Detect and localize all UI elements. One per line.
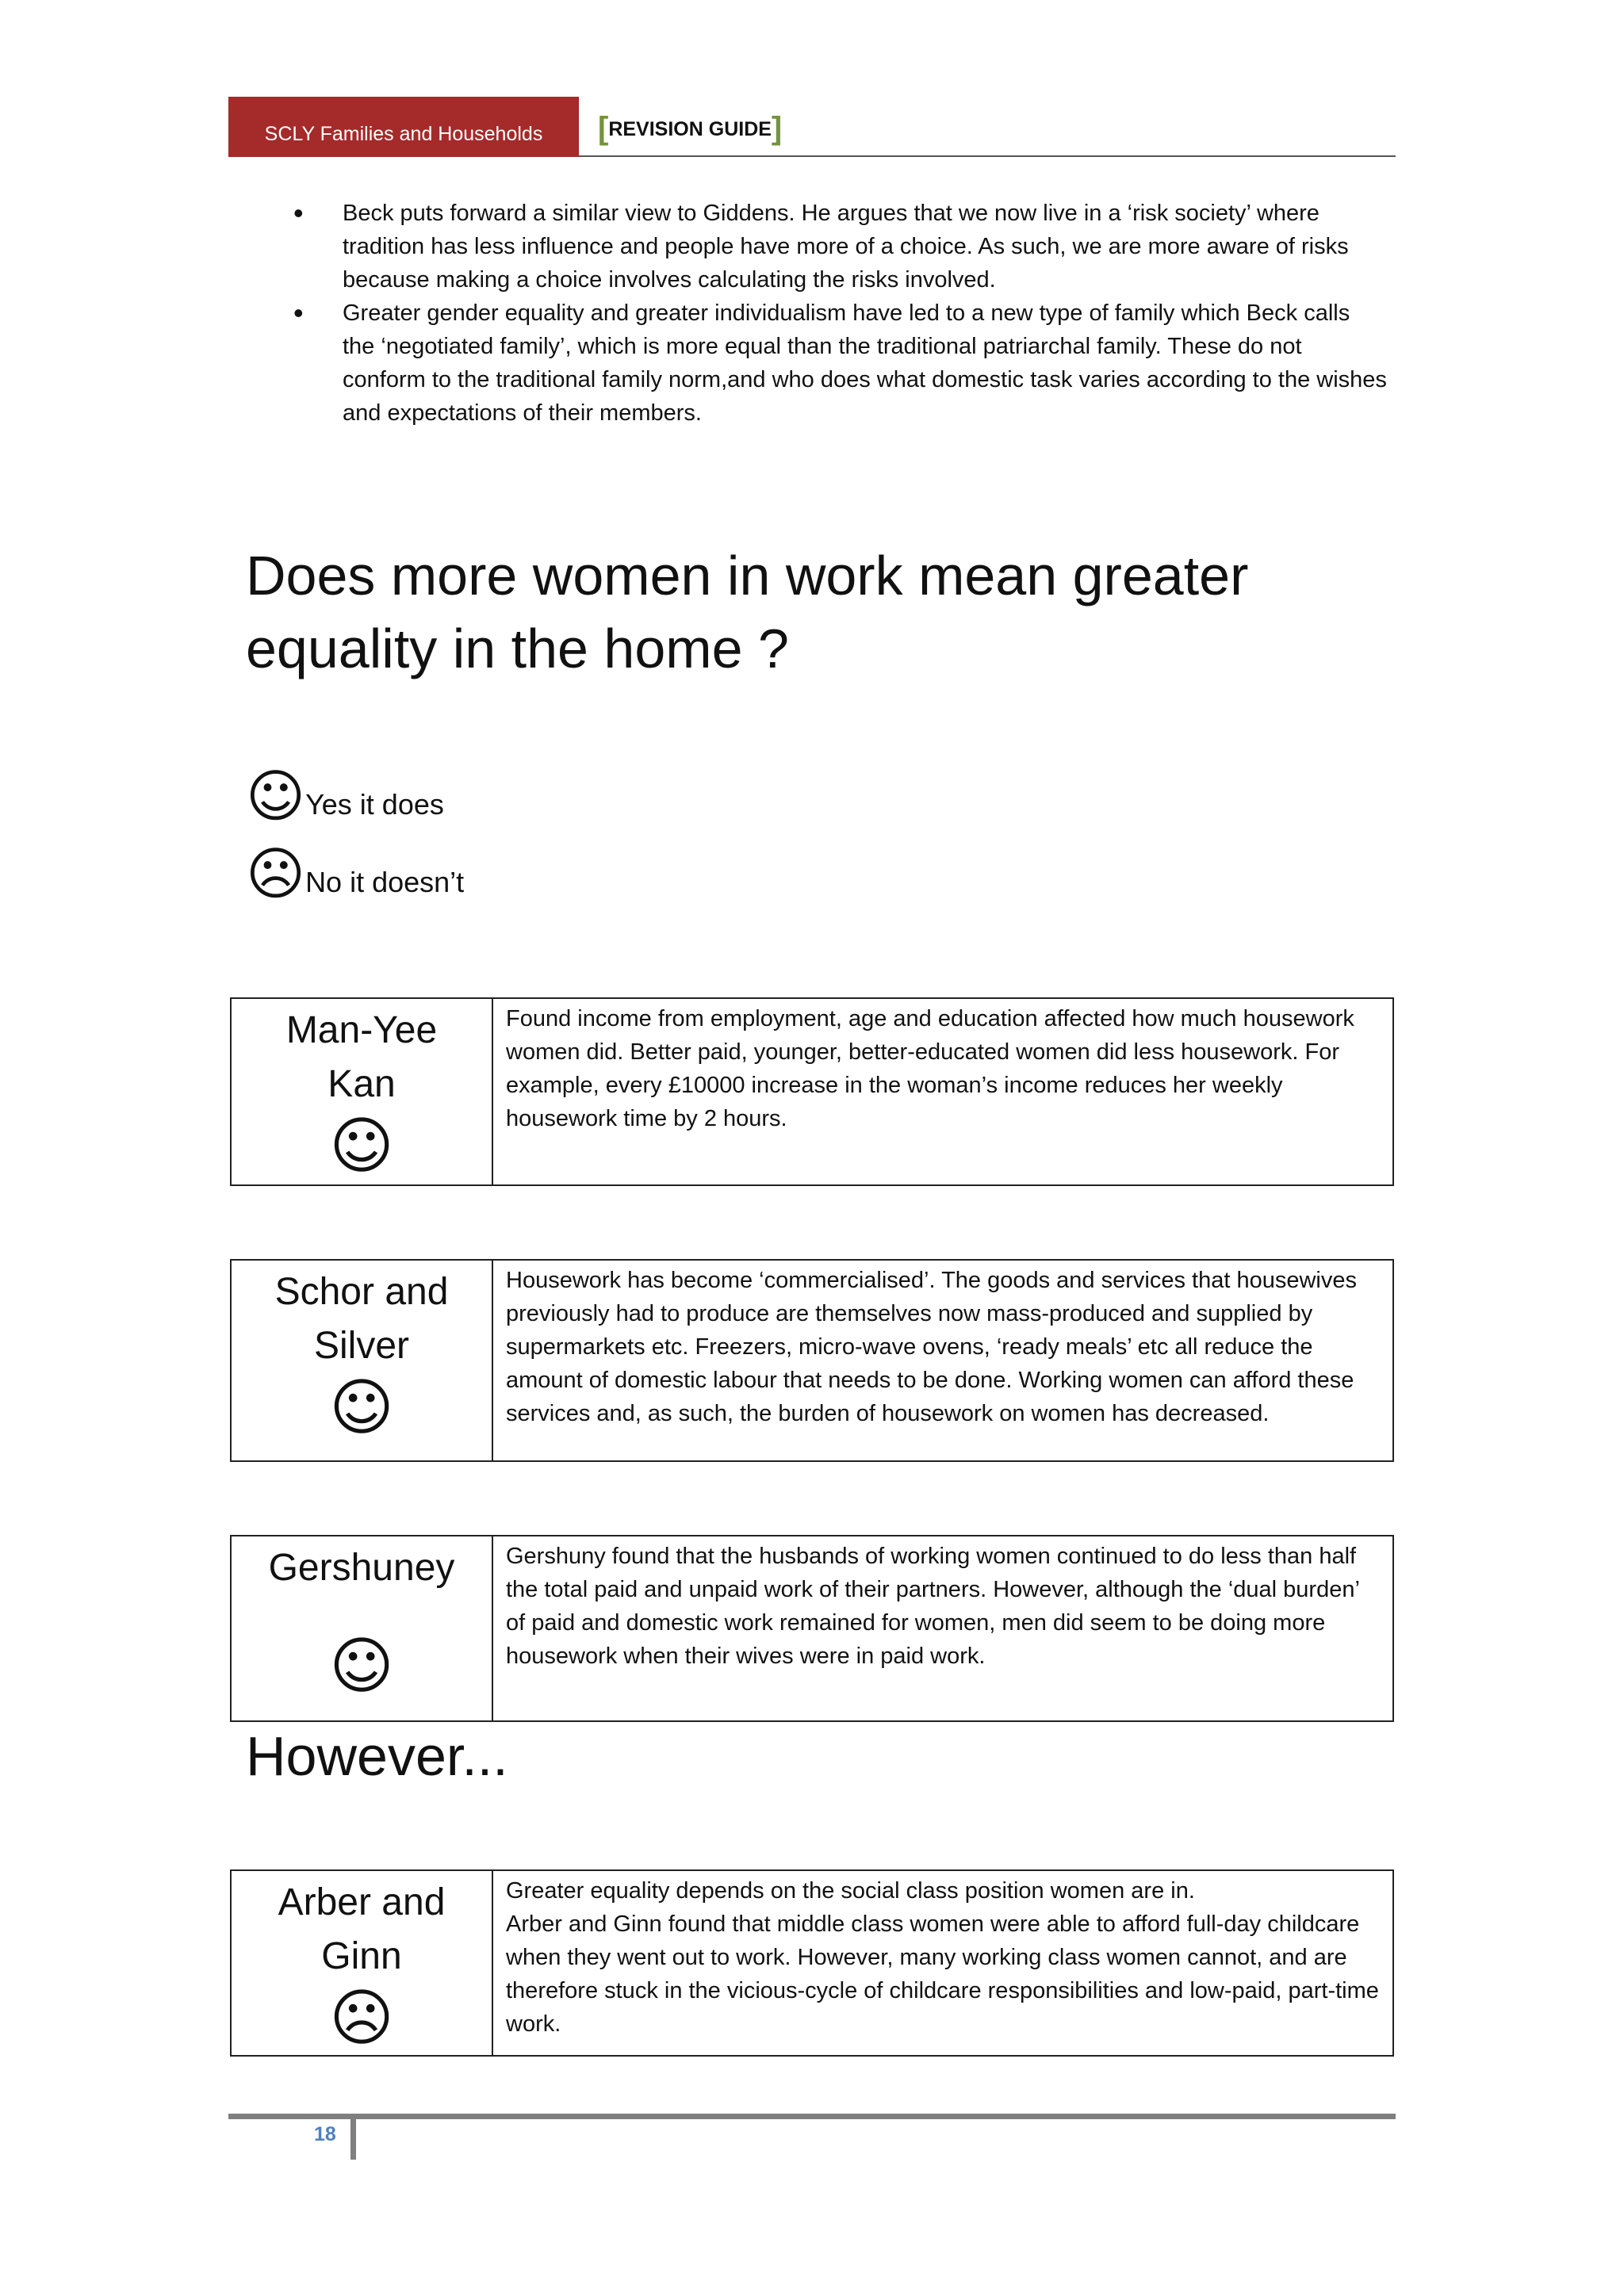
frowny-face-icon: ☹ <box>329 1983 394 2054</box>
legend-no-label: No it doesn’t <box>305 866 465 898</box>
study-name: Arber and <box>278 1881 446 1923</box>
bullet-list <box>285 197 1388 430</box>
study-box-arber-and-ginn <box>230 1869 1394 2057</box>
page-number: 18 <box>314 2123 336 2145</box>
study-name-cell <box>232 1871 493 2055</box>
study-box-man-yee-kan <box>230 997 1394 1186</box>
smiley-face-icon: ☺ <box>329 1111 394 1182</box>
study-name-cell <box>232 1536 493 1720</box>
study-text-block <box>493 1871 1392 2055</box>
study-name: Ginn <box>321 1935 402 1977</box>
page-header <box>228 97 1396 157</box>
study-text: Arber and Ginn found that middle class women were able to afford full-day childcare when they went out to work. However, many working class women cannot, and are therefore stuck in the vicious-cycle of childcare responsibilities and low-paid, part-time work. <box>506 1911 1379 2037</box>
however-heading: However... <box>246 1725 508 1787</box>
study-name: Schor and <box>274 1271 449 1313</box>
study-name: Kan <box>327 1063 396 1105</box>
guide-text: REVISION GUIDE <box>608 118 772 140</box>
header-course-tab <box>228 97 579 157</box>
bullet-item: • Beck puts forward a similar view to Giddens. He argues that we now live in a ‘risk society’ where tradition has less influence and people have more of a choice. As such, we are more aware of risks because making a choice involves calculating the risks involved. <box>285 197 1388 297</box>
smiley-face-icon: ☺ <box>246 763 306 829</box>
legend-no <box>246 840 465 907</box>
legend-yes <box>246 763 444 829</box>
frowny-face-icon: ☹ <box>246 840 306 907</box>
header-rule <box>579 155 1396 157</box>
bullet-item: • Greater gender equality and greater individualism have led to a new type of family which Beck calls the ‘negotiated family’, which is more equal than the traditional patriarchal family. These do not conform to the traditional family norm,and who does what domestic task varies according to the wishes and expectations of their members. <box>285 297 1388 430</box>
footer-divider <box>350 2114 356 2160</box>
study-name-cell <box>232 999 493 1184</box>
smiley-face-icon: ☺ <box>329 1631 394 1702</box>
study-box-schor-and-silver <box>230 1259 1394 1462</box>
section-heading: Does more women in work mean greater equality in the home ? <box>246 545 1249 679</box>
study-name: Silver <box>313 1325 410 1367</box>
study-text: Found income from employment, age and education affected how much housework women did. Better paid, younger, better-educated women did less housework. For example, every £10000 increase in the woman’s income reduces her weekly housework time by 2 hours. <box>506 1006 1354 1131</box>
study-name: Man-Yee <box>285 1009 438 1051</box>
bracket-open: [ <box>598 111 609 146</box>
smiley-face-icon: ☺ <box>329 1372 394 1444</box>
footer-rule <box>228 2114 1396 2119</box>
study-text: Gershuny found that the husbands of working women continued to do less than half the total paid and unpaid work of their partners. However, although the ‘dual burden’ of paid and domestic work remained for women, men did seem to be doing more housework when their wives were in paid work. <box>506 1544 1359 1669</box>
study-text-intro: Greater equality depends on the social class position women are in. <box>506 1878 1195 1904</box>
study-text: Housework has become ‘commercialised’. The goods and services that housewives previously had to produce are themselves now mass-produced and supplied by supermarkets etc. Freezers, micro-wave ovens, ‘ready meals’ etc all reduce the amount of domestic labour that needs to be done. Working women can afford these services and, as such, the burden of housework on women has decreased. <box>506 1268 1357 1426</box>
study-box-gershuney <box>230 1535 1394 1722</box>
study-name: Gershuney <box>268 1547 455 1589</box>
study-name-cell <box>232 1261 493 1460</box>
header-course-title: SCLY Families and Households <box>264 123 543 145</box>
legend-yes-label: Yes it does <box>305 788 444 821</box>
header-guide-label <box>598 111 782 147</box>
bracket-close: ] <box>771 111 783 146</box>
study-name-spacer <box>232 1595 492 1632</box>
